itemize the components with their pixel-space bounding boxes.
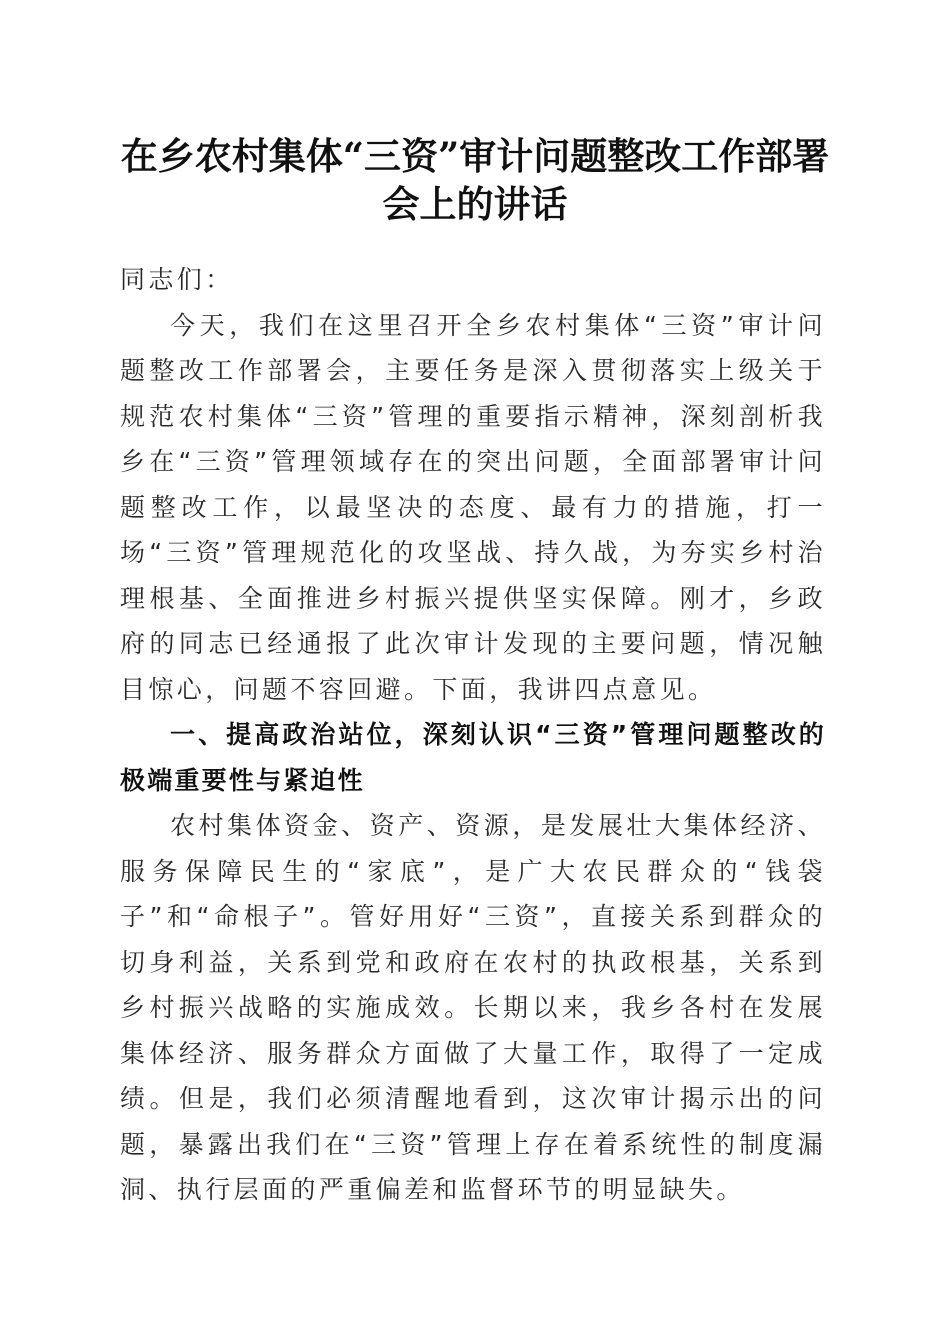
section-1-paragraph: 农村集体资金、资产、资源，是发展壮大集体经济、服务保障民生的“家底”，是广大农民群众的“钱袋子”和“命根子”。管好用好“三资”，直接关系到群众的切身利益，关系到党和政府在农村的执政根基，关系到乡村振兴战略的实施成效。长期以来，我乡各村在发展集体经济、服务群众方面做了大量工作，取得了一定成绩。但是，我们必须清醒地看到，这次审计揭示出的问题，暴露出我们在“三资”管理上存在着系统性的制度漏洞、执行层面的严重偏差和监督环节的明显缺失。 [120,811,826,1204]
section-heading-1: 一、提高政治站位，深刻认识“三资”管理问题整改的极端重要性与紧迫性 [120,720,826,795]
title-line-2: 会上的讲话 [382,182,568,226]
salutation: 同志们： [120,265,234,294]
opening-paragraph: 今天，我们在这里召开全乡农村集体“三资”审计问题整改工作部署会，主要任务是深入贯彻落实上级关于规范农村集体“三资”管理的重要指示精神，深刻剖析我乡在“三资”管理领域存在的突出问题，全面部署审计问题整改工作，以最坚决的态度、最有力的措施，打一场“三资”管理规范化的攻坚战、持久战，为夯实乡村治理根基、全面推进乡村振兴提供坚实保障。刚才，乡政府的同志已经通报了此次审计发现的主要问题，情况触目惊心，问题不容回避。下面，我讲四点意见。 [120,310,826,704]
document-body [120,257,826,1213]
title-line-1: 在乡农村集体“三资”审计问题整改工作部署 [120,134,830,178]
document-title [110,132,840,228]
